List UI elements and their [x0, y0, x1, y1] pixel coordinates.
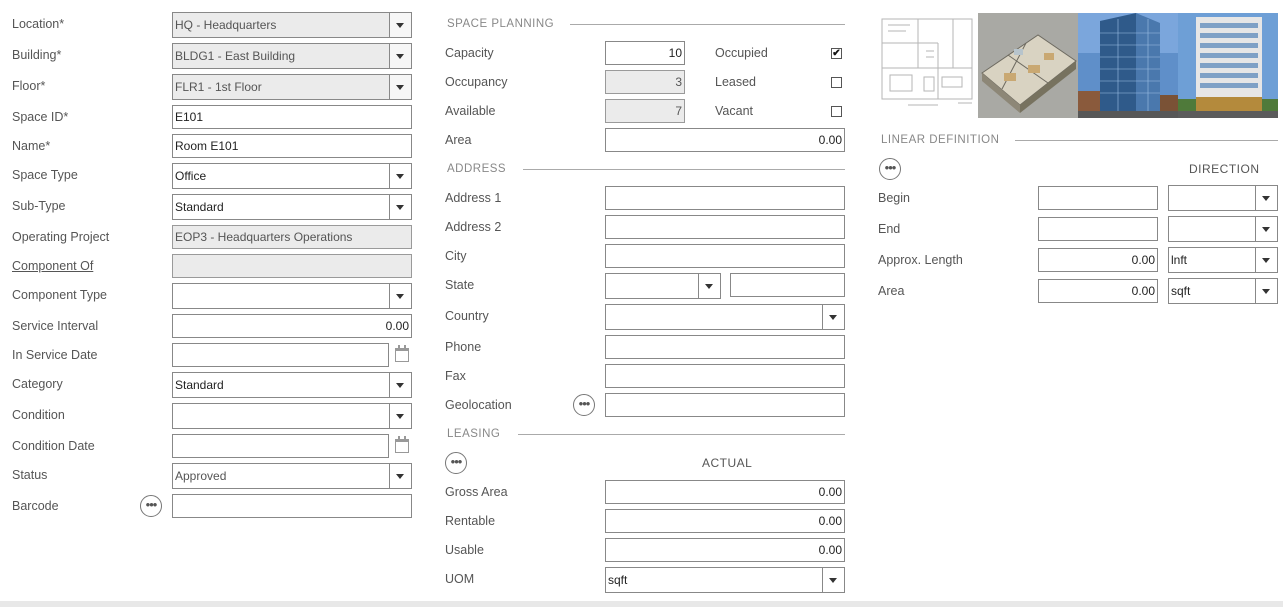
- condition-date-input[interactable]: [172, 434, 389, 458]
- available-label: Available: [445, 104, 496, 118]
- component-type-select[interactable]: [172, 283, 412, 309]
- vacant-label: Vacant: [715, 104, 753, 118]
- usable-input[interactable]: 0.00: [605, 538, 845, 562]
- in-service-date-input[interactable]: [172, 343, 389, 367]
- leasing-title: LEASING: [447, 428, 501, 440]
- end-input[interactable]: [1038, 217, 1158, 241]
- gross-area-input[interactable]: 0.00: [605, 480, 845, 504]
- chevron-down-icon[interactable]: [1255, 248, 1277, 272]
- building-label: Building*: [12, 48, 62, 62]
- area-label: Area: [445, 133, 472, 147]
- approx-length-input[interactable]: 0.00: [1038, 248, 1158, 272]
- country-select[interactable]: [605, 304, 845, 330]
- occupancy-label: Occupancy: [445, 75, 508, 89]
- occupied-label: Occupied: [715, 46, 768, 60]
- name-input[interactable]: Room E101: [172, 134, 412, 158]
- approx-length-unit-select[interactable]: [1168, 247, 1278, 273]
- service-interval-label: Service Interval: [12, 319, 99, 333]
- occupied-checkbox[interactable]: ✔: [832, 48, 841, 59]
- address1-label: Address 1: [445, 191, 502, 205]
- chevron-down-icon[interactable]: [1255, 217, 1277, 241]
- address2-label: Address 2: [445, 220, 502, 234]
- status-value: Approved: [175, 469, 227, 483]
- service-interval-input[interactable]: 0.00: [172, 314, 412, 338]
- uom-label: UOM: [445, 572, 475, 586]
- status-label: Status: [12, 468, 48, 482]
- more-options-icon[interactable]: •••: [879, 158, 901, 180]
- uom-value: sqft: [608, 573, 628, 587]
- category-value: Standard: [175, 378, 224, 392]
- occupancy-input: 3: [605, 70, 685, 94]
- usable-label: Usable: [445, 543, 484, 557]
- name-label: Name*: [12, 139, 51, 153]
- category-select[interactable]: [172, 372, 412, 398]
- bottom-scroll-bar[interactable]: [0, 601, 1283, 607]
- linear-area-label: Area: [878, 284, 905, 298]
- state-label: State: [445, 278, 475, 292]
- geolocation-label: Geolocation: [445, 398, 512, 412]
- section-divider: [523, 169, 845, 170]
- chevron-down-icon[interactable]: [389, 284, 411, 308]
- barcode-input[interactable]: [172, 494, 412, 518]
- component-of-input: [172, 254, 412, 278]
- phone-input[interactable]: [605, 335, 845, 359]
- end-direction-select[interactable]: [1168, 216, 1278, 242]
- barcode-label: Barcode: [12, 499, 59, 513]
- floor-plan-image[interactable]: [878, 13, 978, 118]
- location-label: Location*: [12, 17, 65, 31]
- chevron-down-icon[interactable]: [389, 13, 411, 37]
- section-divider: [1015, 140, 1278, 141]
- chevron-down-icon[interactable]: [822, 305, 844, 329]
- condition-date-label: Condition Date: [12, 439, 95, 453]
- chevron-down-icon[interactable]: [1255, 279, 1277, 303]
- chevron-down-icon[interactable]: [389, 373, 411, 397]
- section-divider: [518, 434, 845, 435]
- actual-column-header: ACTUAL: [702, 456, 753, 470]
- address-title: ADDRESS: [447, 163, 507, 175]
- uom-select[interactable]: [605, 567, 845, 593]
- chevron-down-icon[interactable]: [389, 464, 411, 488]
- space-id-input[interactable]: E101: [172, 105, 412, 129]
- space-images-strip: [878, 13, 1278, 118]
- room-3d-model-image[interactable]: [978, 13, 1078, 118]
- linear-area-unit-select[interactable]: [1168, 278, 1278, 304]
- gross-area-label: Gross Area: [445, 485, 508, 499]
- state-select[interactable]: [605, 273, 721, 299]
- approx-length-label: Approx. Length: [878, 253, 963, 267]
- space-planning-title: SPACE PLANNING: [447, 18, 555, 30]
- sub-type-value: Standard: [175, 200, 224, 214]
- more-options-icon[interactable]: •••: [573, 394, 595, 416]
- more-options-icon[interactable]: •••: [445, 452, 467, 474]
- floor-label: Floor*: [12, 79, 46, 93]
- begin-direction-select[interactable]: [1168, 185, 1278, 211]
- city-input[interactable]: [605, 244, 845, 268]
- chevron-down-icon[interactable]: [389, 44, 411, 68]
- office-building-image[interactable]: [1178, 13, 1278, 118]
- vacant-checkbox[interactable]: [831, 106, 842, 117]
- begin-input[interactable]: [1038, 186, 1158, 210]
- condition-select[interactable]: [172, 403, 412, 429]
- leased-label: Leased: [715, 75, 757, 89]
- space-type-label: Space Type: [12, 168, 78, 182]
- chevron-down-icon[interactable]: [698, 274, 720, 298]
- calendar-icon[interactable]: [395, 348, 409, 362]
- chevron-down-icon[interactable]: [389, 75, 411, 99]
- linear-area-input[interactable]: 0.00: [1038, 279, 1158, 303]
- chevron-down-icon[interactable]: [1255, 186, 1277, 210]
- location-select[interactable]: [172, 12, 412, 38]
- fax-input[interactable]: [605, 364, 845, 388]
- capacity-input[interactable]: 10: [605, 41, 685, 65]
- floor-value: FLR1 - 1st Floor: [175, 80, 262, 94]
- building-select[interactable]: [172, 43, 412, 69]
- end-label: End: [878, 222, 901, 236]
- capacity-label: Capacity: [445, 46, 494, 60]
- area-input[interactable]: 0.00: [605, 128, 845, 152]
- status-select[interactable]: [172, 463, 412, 489]
- space-type-value: Office: [175, 169, 207, 183]
- component-type-label: Component Type: [12, 288, 107, 302]
- phone-label: Phone: [445, 340, 482, 354]
- chevron-down-icon[interactable]: [389, 404, 411, 428]
- section-divider: [570, 24, 845, 25]
- in-service-date-label: In Service Date: [12, 348, 98, 362]
- linear-area-unit-value: sqft: [1171, 284, 1191, 298]
- space-id-label: Space ID*: [12, 110, 69, 124]
- direction-column-header: DIRECTION: [1189, 162, 1260, 176]
- more-options-icon[interactable]: •••: [140, 495, 162, 517]
- country-label: Country: [445, 309, 489, 323]
- chevron-down-icon[interactable]: [822, 568, 844, 592]
- geolocation-input[interactable]: [605, 393, 845, 417]
- rentable-input[interactable]: 0.00: [605, 509, 845, 533]
- sub-type-select[interactable]: [172, 194, 412, 220]
- location-value: HQ - Headquarters: [175, 18, 277, 32]
- operating-project-input: EOP3 - Headquarters Operations: [172, 225, 412, 249]
- address1-input[interactable]: [605, 186, 845, 210]
- begin-label: Begin: [878, 191, 910, 205]
- space-type-select[interactable]: [172, 163, 412, 189]
- fax-label: Fax: [445, 369, 466, 383]
- linear-definition-title: LINEAR DEFINITION: [881, 134, 1000, 146]
- approx-length-unit-value: lnft: [1171, 253, 1188, 267]
- calendar-icon[interactable]: [395, 439, 409, 453]
- leased-checkbox[interactable]: [831, 77, 842, 88]
- floor-select[interactable]: [172, 74, 412, 100]
- rentable-label: Rentable: [445, 514, 496, 528]
- condition-label: Condition: [12, 408, 65, 422]
- state-extra-input[interactable]: [730, 273, 845, 297]
- glass-tower-building-image[interactable]: [1078, 13, 1178, 118]
- chevron-down-icon[interactable]: [389, 164, 411, 188]
- operating-project-label: Operating Project: [12, 230, 110, 244]
- building-value: BLDG1 - East Building: [175, 49, 296, 63]
- component-of-link[interactable]: Component Of: [12, 259, 94, 273]
- city-label: City: [445, 249, 467, 263]
- address2-input[interactable]: [605, 215, 845, 239]
- available-input: 7: [605, 99, 685, 123]
- chevron-down-icon[interactable]: [389, 195, 411, 219]
- sub-type-label: Sub-Type: [12, 199, 66, 213]
- category-label: Category: [12, 377, 63, 391]
